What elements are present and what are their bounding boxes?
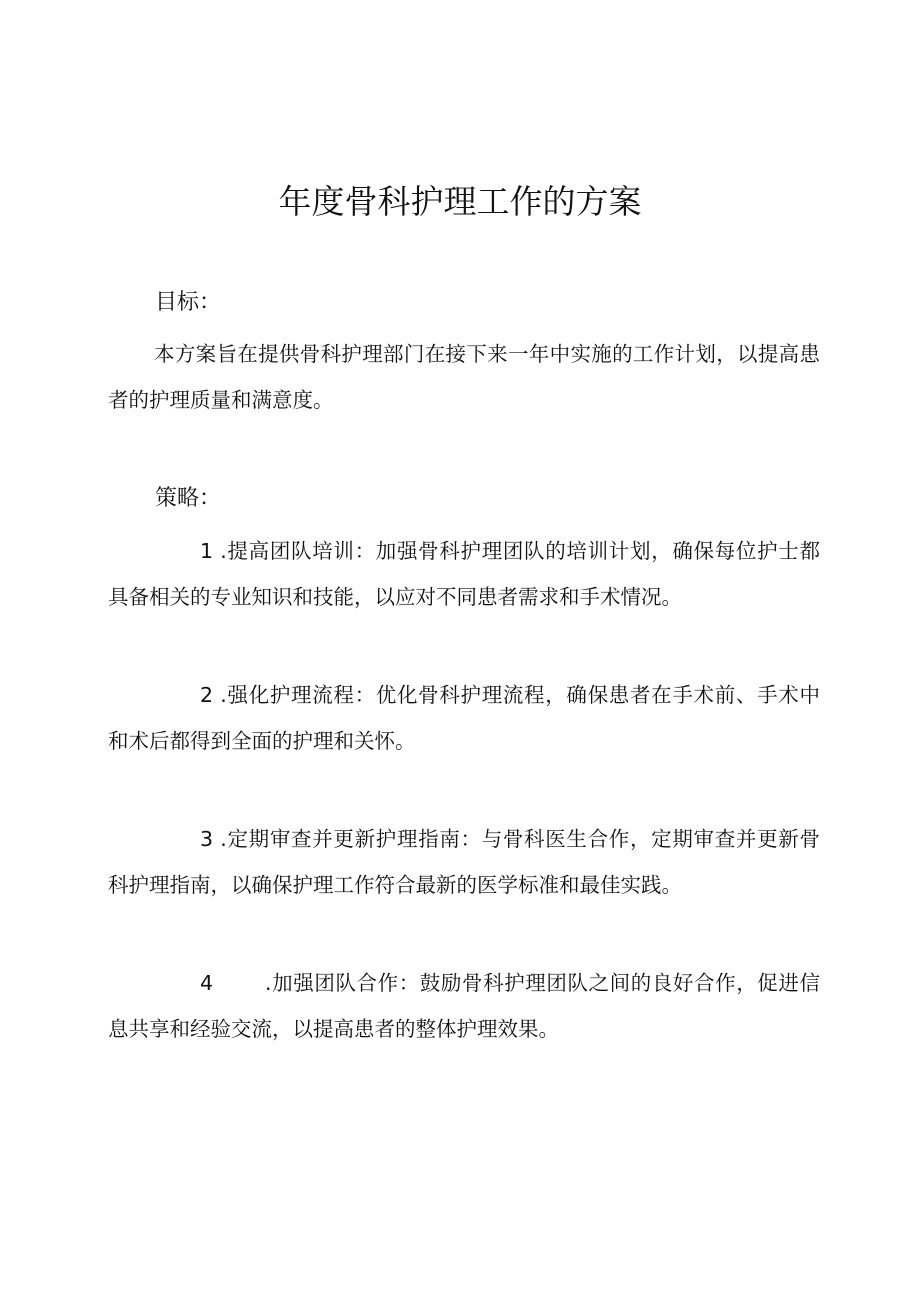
strategy-item-number: 3 xyxy=(200,827,214,851)
strategy-item-number: 1 xyxy=(200,539,214,563)
page-title: 年度骨科护理工作的方案 xyxy=(278,182,642,221)
goal-heading: 目标： xyxy=(155,290,222,315)
strategy-item-text: .强化护理流程：优化骨科护理流程，确保患者在手术前、手术中和术后都得到全面的护理和关怀。 xyxy=(108,683,820,753)
strategy-item-4 xyxy=(108,960,820,1052)
strategy-item-text: .提高团队培训：加强骨科护理团队的培训计划，确保每位护士都具备相关的专业知识和技能，以应对不同患者需求和手术情况。 xyxy=(108,539,820,609)
strategy-item-2 xyxy=(108,672,820,764)
strategy-item-text: .定期审查并更新护理指南：与骨科医生合作，定期审查并更新骨科护理指南，以确保护理工作符合最新的医学标准和最佳实践。 xyxy=(108,827,820,897)
strategy-heading: 策略： xyxy=(155,486,222,511)
strategy-item-number: 4 xyxy=(200,971,214,995)
strategy-item-3 xyxy=(108,816,820,908)
strategy-item-1 xyxy=(108,528,820,620)
goal-paragraph: 本方案旨在提供骨科护理部门在接下来一年中实施的工作计划，以提高患者的护理质量和满意度。 xyxy=(108,342,820,412)
strategy-item-number: 2 xyxy=(200,683,214,707)
strategy-item-text: .加强团队合作：鼓励骨科护理团队之间的良好合作，促进信息共享和经验交流，以提高患者的整体护理效果。 xyxy=(108,971,820,1041)
